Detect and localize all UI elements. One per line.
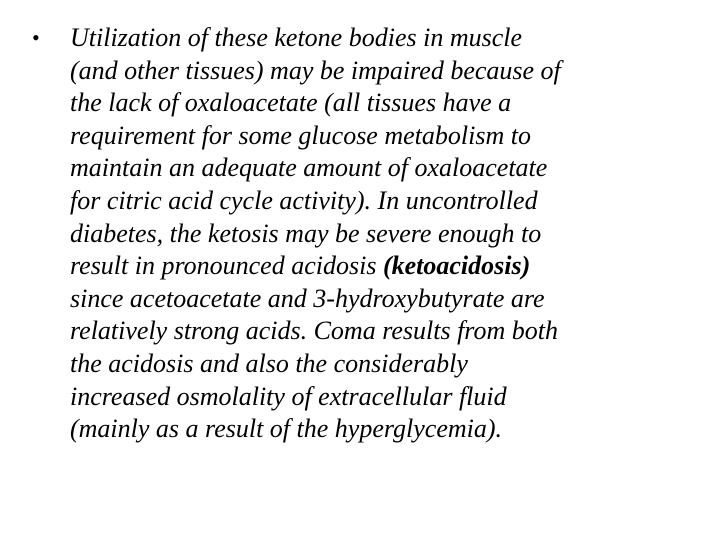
text-line: increased osmolality of extracellular fluid: [70, 381, 507, 411]
bullet-item: [30, 22, 690, 446]
text-fragment: result in pronounced acidosis: [70, 251, 383, 281]
bullet-icon: •: [32, 25, 40, 50]
text-line: the acidosis and also the considerably: [70, 348, 468, 378]
text-line: Utilization of these ketone bodies in muscle: [70, 23, 523, 52]
text-line: relatively strong acids. Coma results from both: [70, 316, 558, 346]
text-line: since acetoacetate and 3-hydroxybutyrate are: [70, 283, 545, 313]
text-line: maintain an adequate amount of oxaloacetate: [70, 153, 548, 183]
text-line: [70, 250, 690, 283]
text-line: the lack of oxaloacetate (all tissues have a: [70, 88, 512, 118]
text-line: requirement for some glucose metabolism to: [70, 120, 531, 150]
text-line: for citric acid cycle activity). In uncontrolled: [70, 185, 538, 215]
text-line: (and other tissues) may be impaired because of: [70, 55, 561, 85]
bullet-text: [70, 22, 690, 446]
ketoacidosis-term: (ketoacidosis): [382, 251, 531, 281]
text-line: (mainly as a result of the hyperglycemia).: [70, 414, 503, 444]
text-line: diabetes, the ketosis may be severe enough to: [70, 218, 542, 248]
